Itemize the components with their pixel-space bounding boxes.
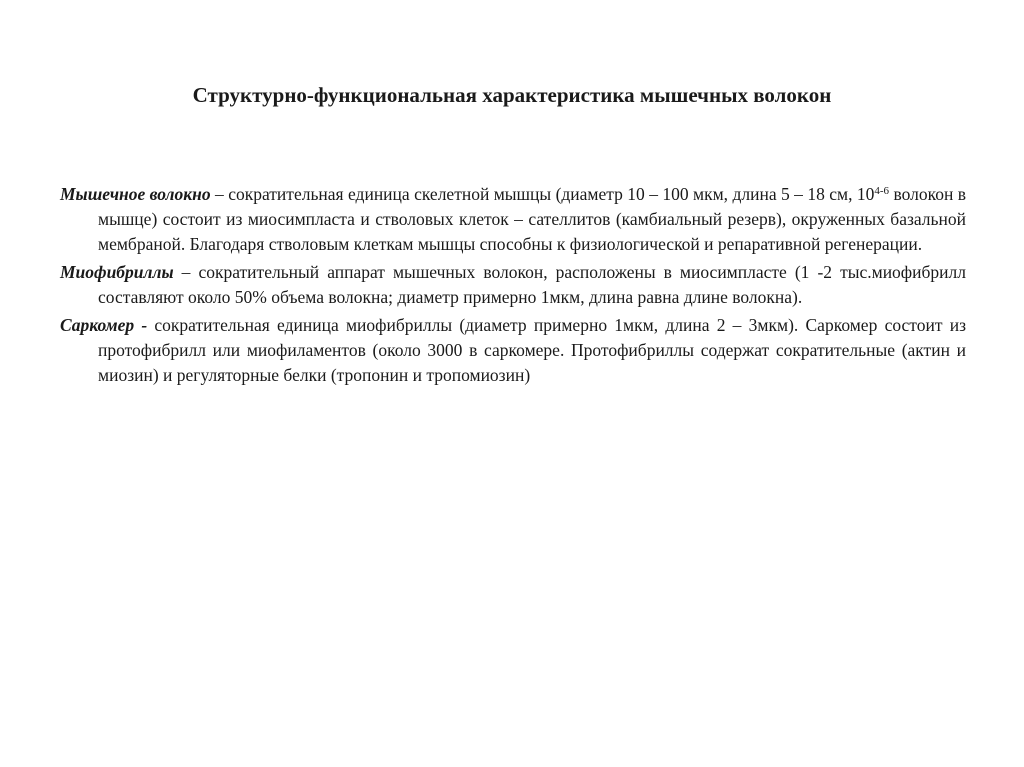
muscle-fiber-text-1: – сократительная единица скелетной мышцы (диаметр 10 – 100 мкм, длина 5 – 18 см, 10 [210,184,875,204]
term-myofibrils: Миофибриллы [60,262,174,282]
sarcomere-text: сократительная единица миофибриллы (диаметр примерно 1мкм, длина 2 – 3мкм). Саркомер состоит из протофибрилл или миофиламентов (около 3000 в саркомере. Протофибриллы содержат сократительные (актин и миозин) и регуляторные белки (тропонин и тропомиозин) [98,315,966,385]
muscle-fiber-exponent: 4-6 [874,185,890,197]
term-sarcomere: Саркомер - [60,315,148,335]
myofibrils-text: – сократительный аппарат мышечных волокон, расположены в миосимпласте (1 -2 тыс.миофибрилл составляют около 50% объема волокна; диаметр примерно 1мкм, длина равна длине волокна). [98,262,966,307]
slide-body [60,182,966,391]
paragraph-sarcomere [60,313,966,388]
slide-title: Структурно-функциональная характеристика мышечных волокон [192,83,832,107]
term-muscle-fiber: Мышечное волокно [60,184,211,204]
paragraph-muscle-fiber [60,182,966,257]
paragraph-myofibrils [60,260,966,310]
muscle-fiber-text-2: волокон в мышце) состоит из миосимпласта и стволовых клеток – сателлитов (камбиальный резерв), окруженных базальной мембраной. Благодаря стволовым клеткам мышцы способны к физиологической и репаративной регенерации. [98,184,966,254]
